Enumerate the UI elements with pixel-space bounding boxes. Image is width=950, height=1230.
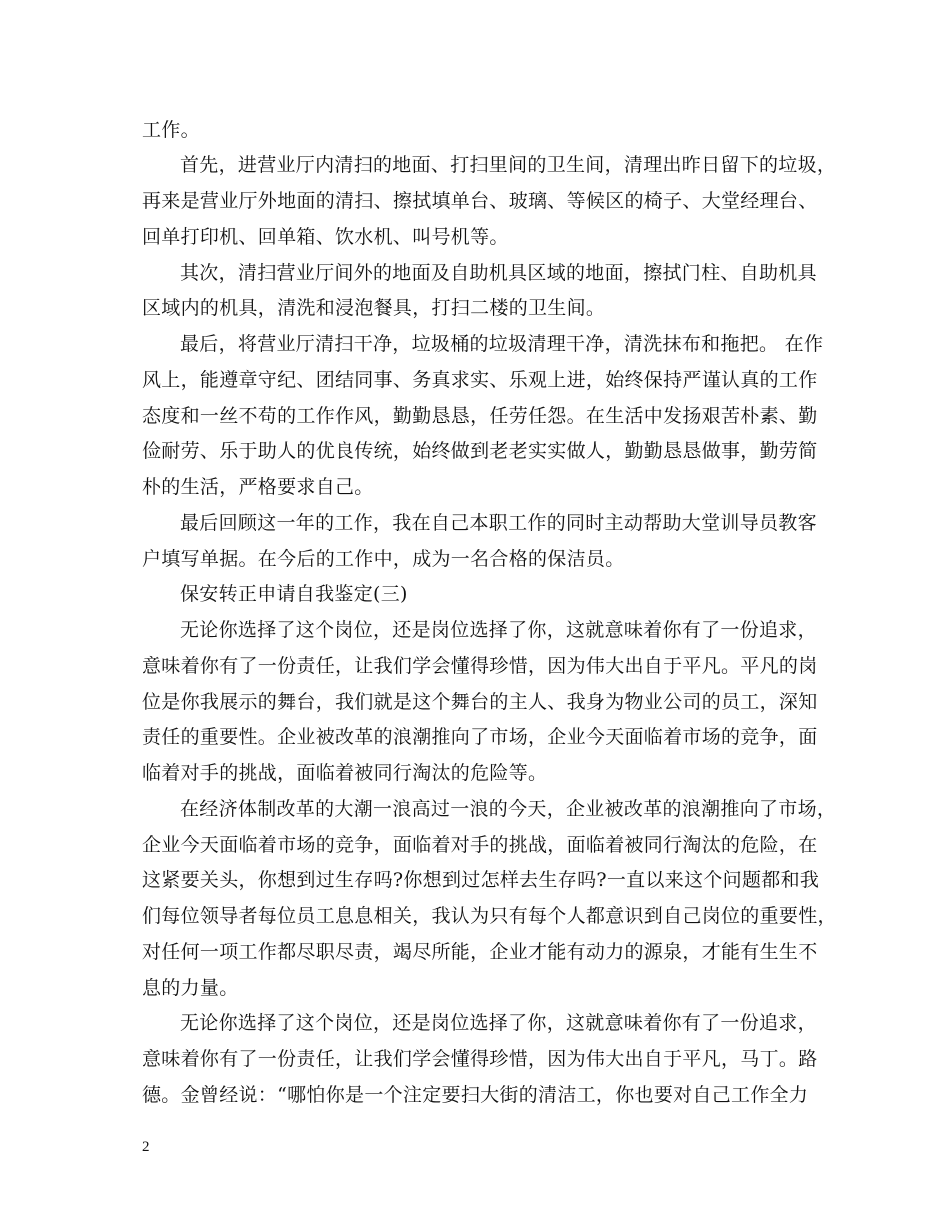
page-number: 2 <box>142 1139 150 1155</box>
text-line: 户填写单据。在今后的工作中，成为一名合格的保洁员。 <box>142 548 625 570</box>
text-line: 对任何一项工作都尽职尽责，竭尽所能，企业才能有动力的源泉，才能有生生不 <box>142 941 818 963</box>
text-line: 意味着你有了一份责任，让我们学会懂得珍惜，因为伟大出自于平凡。平凡的岗 <box>142 655 818 677</box>
text-line: 朴的生活，严格要求自己。 <box>142 476 374 498</box>
text-line: 回单打印机、回单箱、饮水机、叫号机等。 <box>142 226 509 248</box>
paragraph-start-line: 其次，清扫营业厅间外的地面及自助机具区域的地面，擦拭门柱、自助机具 <box>180 262 817 284</box>
text-line: 再来是营业厅外地面的清扫、擦拭填单台、玻璃、等候区的椅子、大堂经理台、 <box>142 190 818 212</box>
text-line: 俭耐劳、乐于助人的优良传统，始终做到老老实实做人，勤勤恳恳做事，勤劳简 <box>142 440 818 462</box>
text-line: 这紧要关头，你想到过生存吗?你想到过怎样去生存吗?一直以来这个问题都和我 <box>142 869 820 891</box>
paragraph-start-line: 在经济体制改革的大潮一浪高过一浪的今天，企业被改革的浪潮推向了市场， <box>180 798 837 820</box>
text-line: 工作。 <box>142 119 200 141</box>
paragraph-start-line: 最后回顾这一年的工作，我在自己本职工作的同时主动帮助大堂训导员教客 <box>180 512 817 534</box>
text-line: 们每位领导者每位员工息息相关，我认为只有每个人都意识到自己岗位的重要性， <box>142 905 837 927</box>
text-line: 意味着你有了一份责任，让我们学会懂得珍惜，因为伟大出自于平凡，马丁。路 <box>142 1048 818 1070</box>
text-line: 区域内的机具，清洗和浸泡餐具，打扫二楼的卫生间。 <box>142 297 606 319</box>
paragraph-start-line: 最后，将营业厅清扫干净，垃圾桶的垃圾清理干净，清洗抹布和拖把。 在作 <box>180 333 824 355</box>
text-line: 位是你我展示的舞台，我们就是这个舞台的主人、我身为物业公司的员工，深知 <box>142 691 818 713</box>
paragraph-start-line: 无论你选择了这个岗位，还是岗位选择了你，这就意味着你有了一份追求， <box>180 1012 817 1034</box>
paragraph-start-line: 首先，进营业厅内清扫的地面、打扫里间的卫生间，清理出昨日留下的垃圾， <box>180 154 837 176</box>
text-line: 德。金曾经说：“哪怕你是一个注定要扫大街的清洁工，你也要对自己工作全力 <box>142 1084 809 1106</box>
text-line: 临着对手的挑战，面临着被同行淘汰的危险等。 <box>142 762 548 784</box>
text-line: 责任的重要性。企业被改革的浪潮推向了市场，企业今天面临着市场的竞争，面 <box>142 726 818 748</box>
text-line: 企业今天面临着市场的竞争，面临着对手的挑战，面临着被同行淘汰的危险，在 <box>142 834 818 856</box>
section-heading: 保安转正申请自我鉴定(三) <box>180 583 408 605</box>
paragraph-start-line: 无论你选择了这个岗位，还是岗位选择了你，这就意味着你有了一份追求， <box>180 619 817 641</box>
text-line: 息的力量。 <box>142 977 239 999</box>
text-line: 风上，能遵章守纪、团结同事、务真求实、乐观上进，始终保持严谨认真的工作 <box>142 369 818 391</box>
text-line: 态度和一丝不苟的工作作风，勤勤恳恳，任劳任怨。在生活中发扬艰苦朴素、勤 <box>142 405 818 427</box>
